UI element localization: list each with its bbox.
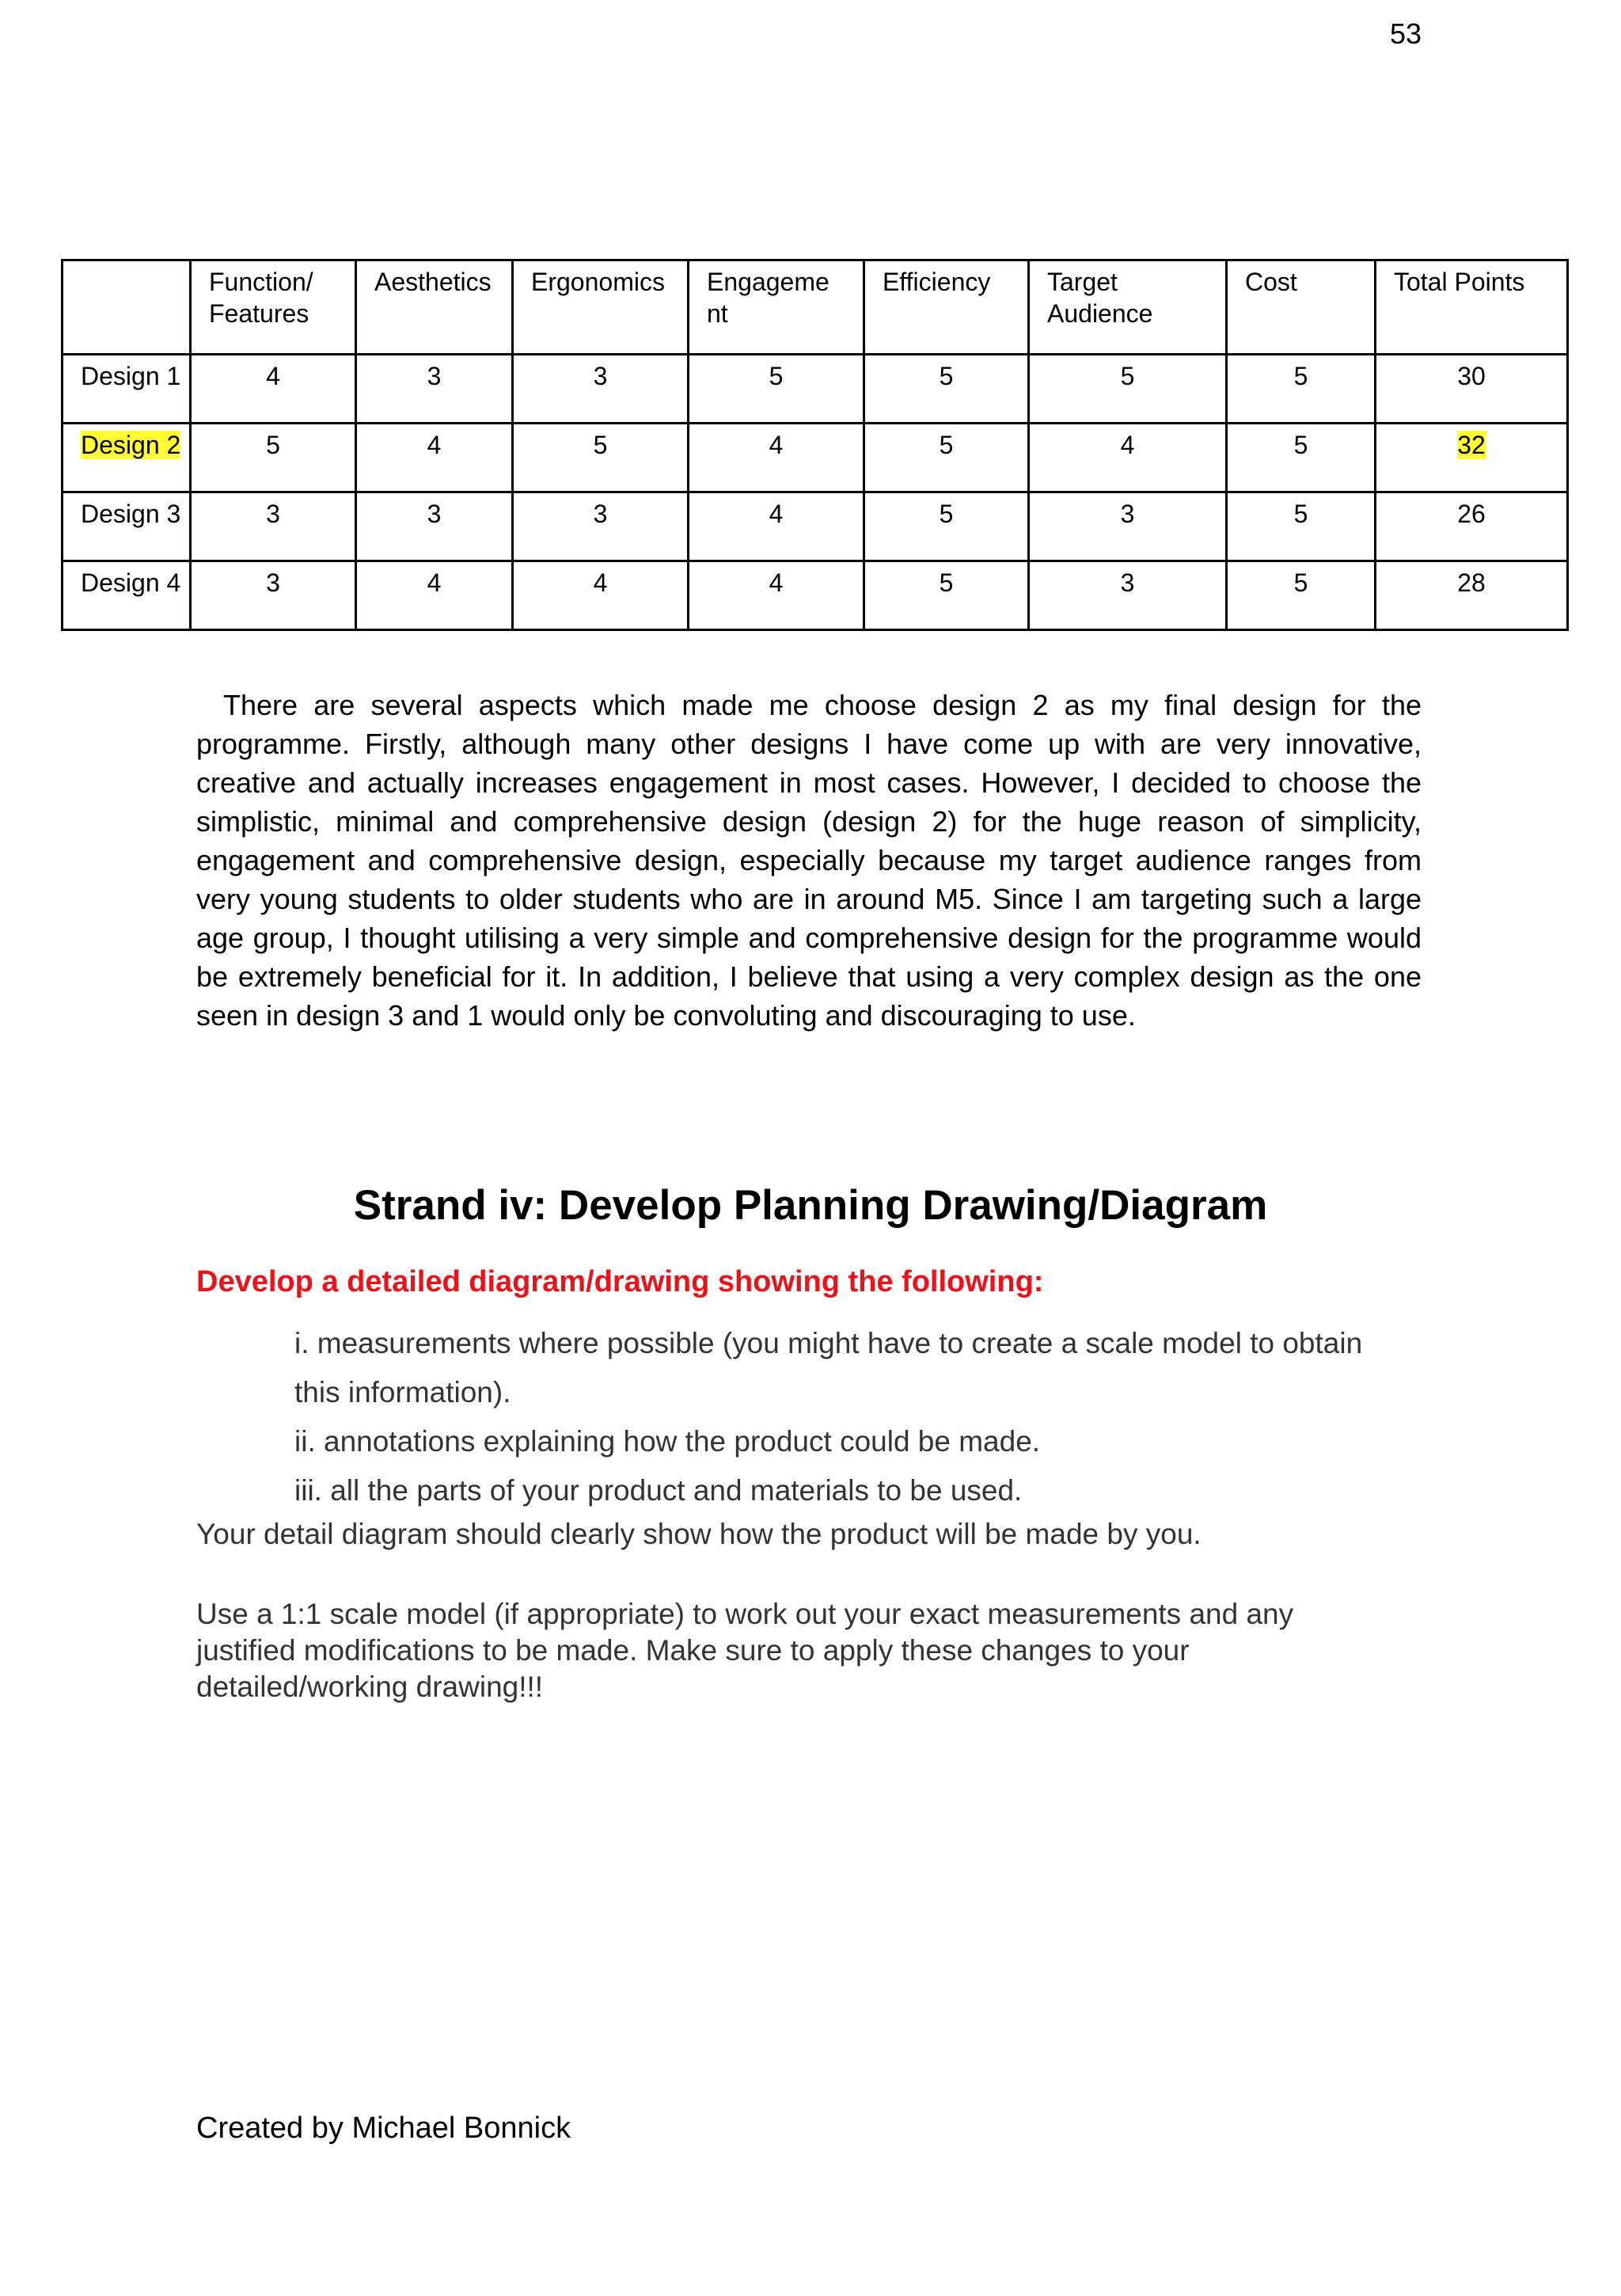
table-row [63,424,1568,492]
design-justification-paragraph: There are several aspects which made me choose design 2 as my final design for the programme. Firstly, although many other designs I have come up with are very innovative, creative and actually increases engagement in most cases. However, I decided to choose the simplistic, minimal and comprehensive design (design 2) for the huge reason of simplicity, engagement and comprehensive design, especially because my target audience ranges from very young students to older students who are in around M5. Since I am targeting such a large age group, I thought utilising a very simple and comprehensive design for the programme would be extremely beneficial for it. In addition, I believe that using a very complex design as the one seen in design 3 and 1 would only be convoluting and discouraging to use. [196,689,1422,1032]
row-label-text: Design 3 [81,500,181,528]
requirements-list [294,1319,1410,1515]
row-label-design-2 [63,424,191,492]
table-cell: 3 [356,355,513,424]
table-cell: 5 [864,424,1029,492]
table-header-engagement: Engageme nt [689,260,864,355]
table-cell: 5 [864,561,1029,630]
table-header-efficiency: Efficiency [864,260,1029,355]
total-points-cell [1376,424,1568,492]
instruction-heading: Develop a detailed diagram/drawing showing the following: [196,1265,1044,1298]
table-cell: 4 [191,355,356,424]
table-header-function: Function/ Features [191,260,356,355]
table-cell: 5 [864,492,1029,561]
total-points-cell: 30 [1376,355,1568,424]
table-cell: 5 [1227,561,1376,630]
table-header-target-audience: Target Audience [1029,260,1227,355]
list-item: i. measurements where possible (you might have to create a scale model to obtain this information). [294,1327,1363,1408]
table-cell: 5 [689,355,864,424]
table-cell: 5 [1029,355,1227,424]
detail-diagram-note: Your detail diagram should clearly show how the product will be made by you. [196,1518,1202,1550]
table-cell: 4 [356,561,513,630]
table-cell: 3 [1029,492,1227,561]
design-scoring-table [61,259,1569,631]
page-number: 53 [1389,17,1422,50]
table-cell: 3 [513,492,689,561]
list-item: iii. all the parts of your product and materials to be used. [294,1474,1023,1507]
table-cell: 4 [356,424,513,492]
table-row [63,561,1568,630]
table-cell: 3 [191,561,356,630]
table-cell: 4 [689,424,864,492]
strand-heading: Strand iv: Develop Planning Drawing/Diagram [353,1182,1268,1229]
row-label-text: Design 4 [81,568,181,597]
table-cell: 3 [356,492,513,561]
total-points-cell: 28 [1376,561,1568,630]
table-cell: 4 [689,561,864,630]
table-cell: 5 [191,424,356,492]
table-cell: 5 [1227,355,1376,424]
footer-credit: Created by Michael Bonnick [196,2112,571,2145]
table-cell: 5 [1227,424,1376,492]
table-header-corner [63,260,191,355]
table-row [63,492,1568,561]
table-header-aesthetics: Aesthetics [356,260,513,355]
total-points-highlighted: 32 [1457,431,1486,459]
row-label-design-1 [63,355,191,424]
row-label-design-4 [63,561,191,630]
table-header-total-points: Total Points [1376,260,1568,355]
scale-model-note: Use a 1:1 scale model (if appropriate) to work out your exact measurements and any justified modifications to be made. Make sure to apply these changes to your detailed/working drawing!!! [196,1598,1294,1703]
table-header-cost: Cost [1227,260,1376,355]
row-label-text: Design 1 [81,362,181,390]
table-row [63,355,1568,424]
table-header-row [63,260,1568,355]
row-label-design-3 [63,492,191,561]
table-header-ergonomics: Ergonomics [513,260,689,355]
table-cell: 5 [864,355,1029,424]
table-cell: 4 [1029,424,1227,492]
table-cell: 5 [513,424,689,492]
table-cell: 3 [1029,561,1227,630]
total-points-cell: 26 [1376,492,1568,561]
table-cell: 3 [513,355,689,424]
list-item: ii. annotations explaining how the product could be made. [294,1425,1041,1458]
table-cell: 4 [513,561,689,630]
table-cell: 5 [1227,492,1376,561]
row-label-text-highlighted: Design 2 [81,431,181,459]
table-cell: 3 [191,492,356,561]
table-cell: 4 [689,492,864,561]
